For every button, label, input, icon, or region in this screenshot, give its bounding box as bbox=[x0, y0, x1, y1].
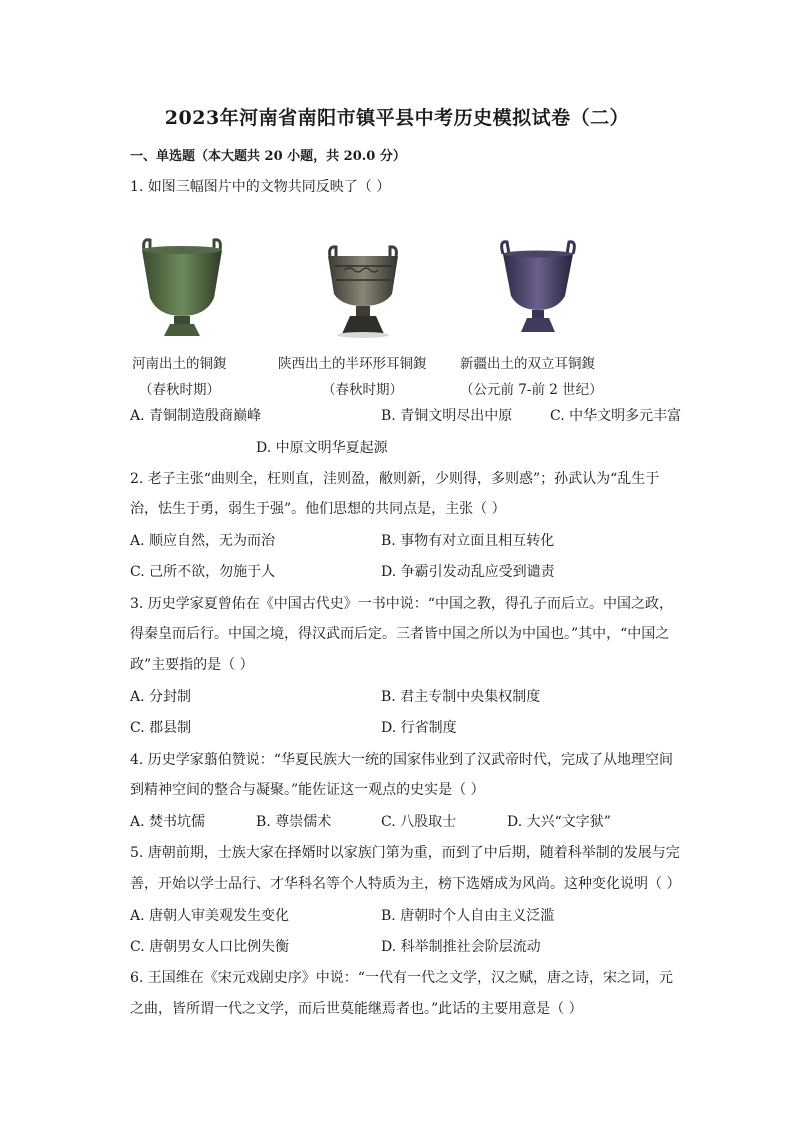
q2-line-1: 2. 老子主张“曲则全，枉则直，洼则盈，敝则新，少则得，多则惑”；孙武认为“乱生于 bbox=[130, 471, 660, 487]
artifact-period-1: （春秋时期） bbox=[139, 382, 220, 398]
q2-option-b[interactable]: B. 事物有对立面且相互转化 bbox=[381, 533, 555, 549]
q1-stem: 1. 如图三幅图片中的文物共同反映了（ ） bbox=[130, 179, 391, 195]
artifact-caption-1: 河南出土的铜鍑 bbox=[132, 356, 227, 372]
q2-line-2: 治，怯生于勇，弱生于强”。他们思想的共同点是，主张（ ） bbox=[130, 501, 506, 517]
q5-line-2: 善，开始以学士品行、才华科名等个人特质为主，榜下选婿成为风尚。这种变化说明（ ） bbox=[130, 876, 681, 892]
q4-option-a[interactable]: A. 焚书坑儒 bbox=[130, 814, 206, 830]
q1-option-d[interactable]: D. 中原文明华夏起源 bbox=[256, 440, 388, 456]
q1-option-b[interactable]: B. 青铜文明尽出中原 bbox=[381, 408, 513, 424]
q1-option-a[interactable]: A. 青铜制造殷商巅峰 bbox=[130, 408, 262, 424]
q3-option-b[interactable]: B. 君主专制中央集权制度 bbox=[381, 689, 541, 705]
artifact-period-2: （春秋时期） bbox=[322, 382, 403, 398]
q3-option-d[interactable]: D. 行省制度 bbox=[381, 720, 457, 736]
q6-line-2: 之曲，皆所谓一代之文学，而后世莫能继焉者也。”此话的主要用意是（ ） bbox=[130, 1001, 583, 1017]
q4-option-c[interactable]: C. 八股取士 bbox=[381, 814, 457, 830]
q2-option-c[interactable]: C. 己所不欲，勿施于人 bbox=[130, 564, 276, 580]
section-heading: 一、单选题（本大题共 20 小题，共 20.0 分） bbox=[130, 149, 406, 164]
q4-line-2: 到精神空间的整合与凝聚。”能佐证这一观点的史实是（ ） bbox=[130, 782, 485, 798]
q3-line-3: 政”主要指的是（ ） bbox=[130, 657, 254, 673]
q5-option-c[interactable]: C. 唐朝男女人口比例失衡 bbox=[130, 939, 290, 955]
q1-option-c[interactable]: C. 中华文明多元丰富 bbox=[550, 408, 682, 424]
artifact-caption-2: 陕西出土的半环形耳铜鍑 bbox=[278, 356, 427, 372]
exam-title: 2023年河南省南阳市镇平县中考历史模拟试卷（二） bbox=[164, 107, 630, 129]
q5-line-1: 5. 唐朝前期，士族大家在择婿时以家族门第为重，而到了中后期，随着科举制的发展与完 bbox=[130, 845, 680, 861]
artifact-caption-3: 新疆出土的双立耳铜鍑 bbox=[460, 356, 595, 372]
bronze-cauldron-xinjiang-image bbox=[497, 240, 579, 336]
bronze-cauldron-henan-image bbox=[136, 236, 228, 340]
q5-option-a[interactable]: A. 唐朝人审美观发生变化 bbox=[130, 908, 290, 924]
q3-line-2: 得秦皇而后行。中国之境，得汉武而后定。三者皆中国之所以为中国也。”其中，“中国之 bbox=[130, 626, 670, 642]
q5-option-d[interactable]: D. 科举制推社会阶层流动 bbox=[381, 939, 541, 955]
q3-option-a[interactable]: A. 分封制 bbox=[130, 689, 192, 705]
q3-line-1: 3. 历史学家夏曾佑在《中国古代史》一书中说：“中国之教，得孔子而后立。中国之政， bbox=[130, 596, 673, 612]
bronze-cauldron-shaanxi-image bbox=[324, 244, 402, 340]
q5-option-b[interactable]: B. 唐朝时个人自由主义泛滥 bbox=[381, 908, 555, 924]
q4-option-b[interactable]: B. 尊崇儒术 bbox=[256, 814, 332, 830]
q2-option-d[interactable]: D. 争霸引发动乱应受到谴责 bbox=[381, 564, 555, 580]
q6-line-1: 6. 王国维在《宋元戏剧史序》中说：“一代有一代之文学，汉之赋，唐之诗，宋之词，元 bbox=[130, 970, 673, 986]
q4-option-d[interactable]: D. 大兴“文字狱” bbox=[507, 814, 611, 830]
q2-option-a[interactable]: A. 顺应自然，无为而治 bbox=[130, 533, 276, 549]
q3-option-c[interactable]: C. 郡县制 bbox=[130, 720, 192, 736]
artifact-period-3: （公元前 7-前 2 世纪） bbox=[460, 382, 603, 398]
q4-line-1: 4. 历史学家翦伯赞说：“华夏民族大一统的国家伟业到了汉武帝时代，完成了从地理空间 bbox=[130, 752, 673, 768]
